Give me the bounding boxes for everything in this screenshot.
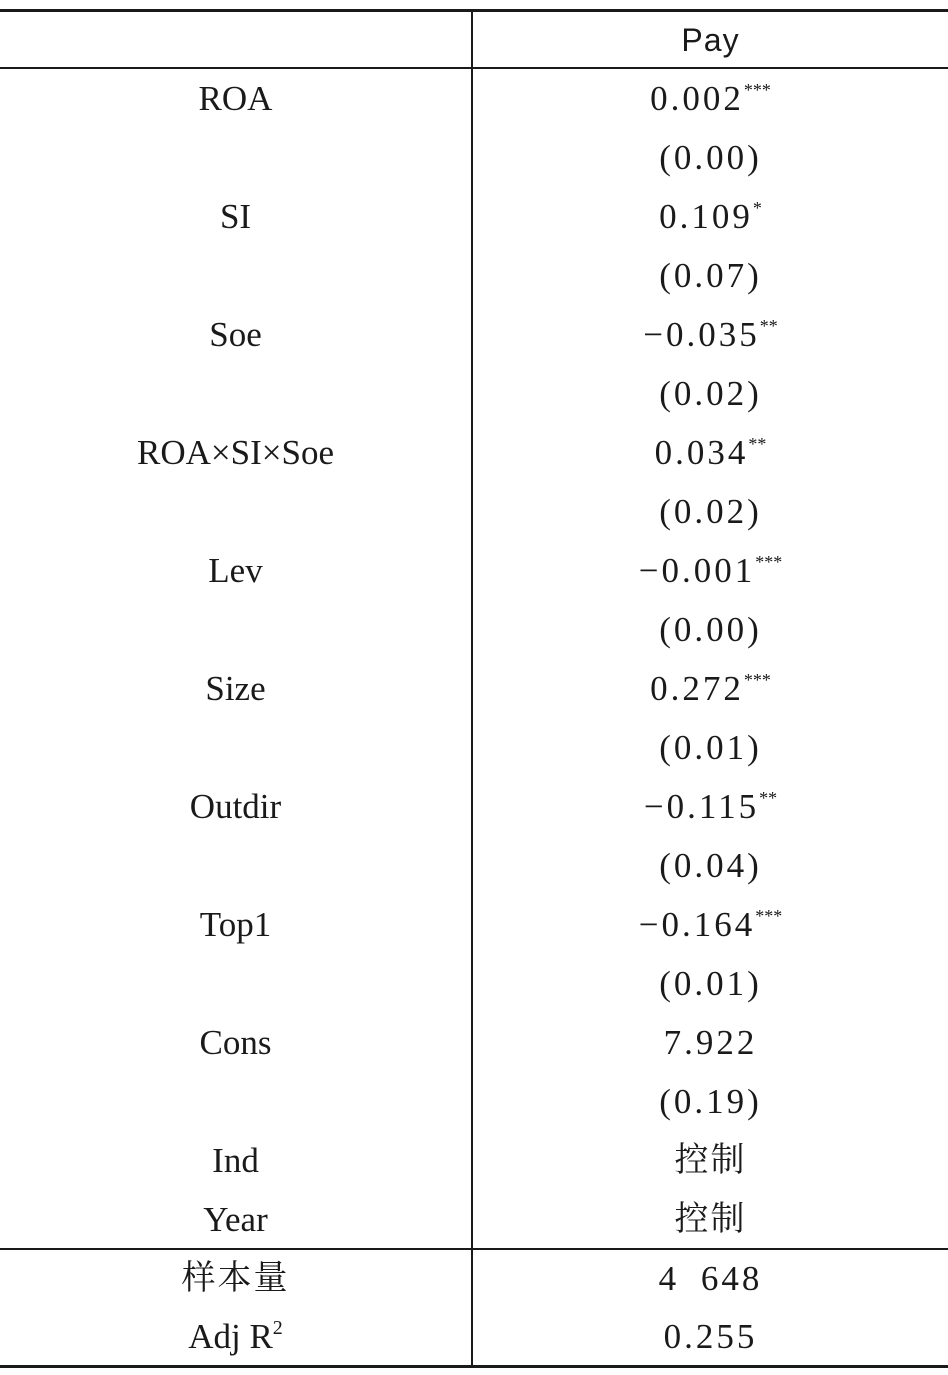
adj-r2-value: 0.255 [663,1317,758,1356]
variable-name: ROA×SI×Soe [137,433,334,472]
table-row [0,128,948,187]
table-row [0,541,948,600]
table-row [0,600,948,659]
control-value: 控制 [674,1140,747,1180]
standard-error: (0.07) [659,256,762,295]
standard-error: (0.01) [659,728,762,767]
coefficient: 0.109* [659,197,762,236]
table-row [0,659,948,718]
coefficient: 7.922 [663,1023,758,1062]
coefficient: 0.272*** [650,669,771,708]
standard-error: (0.02) [659,374,762,413]
significance-stars: *** [743,80,771,100]
table-row [0,305,948,364]
control-value: 控制 [674,1199,747,1239]
standard-error: (0.02) [659,492,762,531]
variable-name: Cons [199,1023,272,1062]
sample-size-row [0,1249,948,1308]
control-name: Ind [212,1141,259,1180]
variable-name: Top1 [199,905,272,944]
table-row [0,1013,948,1072]
superscript-two: 2 [272,1317,283,1339]
variable-name: Lev [208,551,263,590]
table-row [0,718,948,777]
table-row [0,1072,948,1131]
control-row [0,1131,948,1190]
significance-stars: ** [759,316,778,336]
standard-error: (0.00) [659,138,762,177]
variable-name: Soe [209,315,262,354]
variable-name: Size [205,669,266,708]
table-row [0,69,948,128]
coefficient: −0.035** [643,315,778,354]
adj-r2-label: Adj $R^2$ [188,1317,283,1356]
table-row [0,482,948,541]
table-row [0,364,948,423]
significance-stars: ** [759,788,778,808]
header-row [0,11,948,70]
table-row [0,777,948,836]
coefficient: 0.034** [654,433,767,472]
coefficient: −0.001*** [638,551,783,590]
header-variable [0,11,471,70]
header-pay: Pay [681,22,740,58]
standard-error: (0.00) [659,610,762,649]
standard-error: (0.04) [659,846,762,885]
significance-stars: *** [743,670,771,690]
control-row [0,1190,948,1249]
standard-error: (0.01) [659,964,762,1003]
significance-stars: ** [748,434,767,454]
significance-stars: *** [755,552,783,572]
sample-size-label: 样本量 [181,1258,290,1298]
table-row [0,895,948,954]
variable-name: Outdir [189,787,282,826]
standard-error: (0.19) [659,1082,762,1121]
sample-size-value: 4 648 [658,1259,763,1298]
significance-stars: * [752,198,762,218]
table-row [0,246,948,305]
significance-stars: *** [755,906,783,926]
control-name: Year [203,1200,268,1239]
coefficient: −0.164*** [638,905,783,944]
table-row [0,423,948,482]
variable-name: SI [219,197,252,236]
coefficient: −0.115** [643,787,778,826]
variable-name: ROA [198,79,273,118]
adj-r2-row [0,1307,948,1366]
table-row [0,954,948,1013]
coefficient: 0.002*** [650,79,771,118]
table-row [0,187,948,246]
table-row [0,836,948,895]
